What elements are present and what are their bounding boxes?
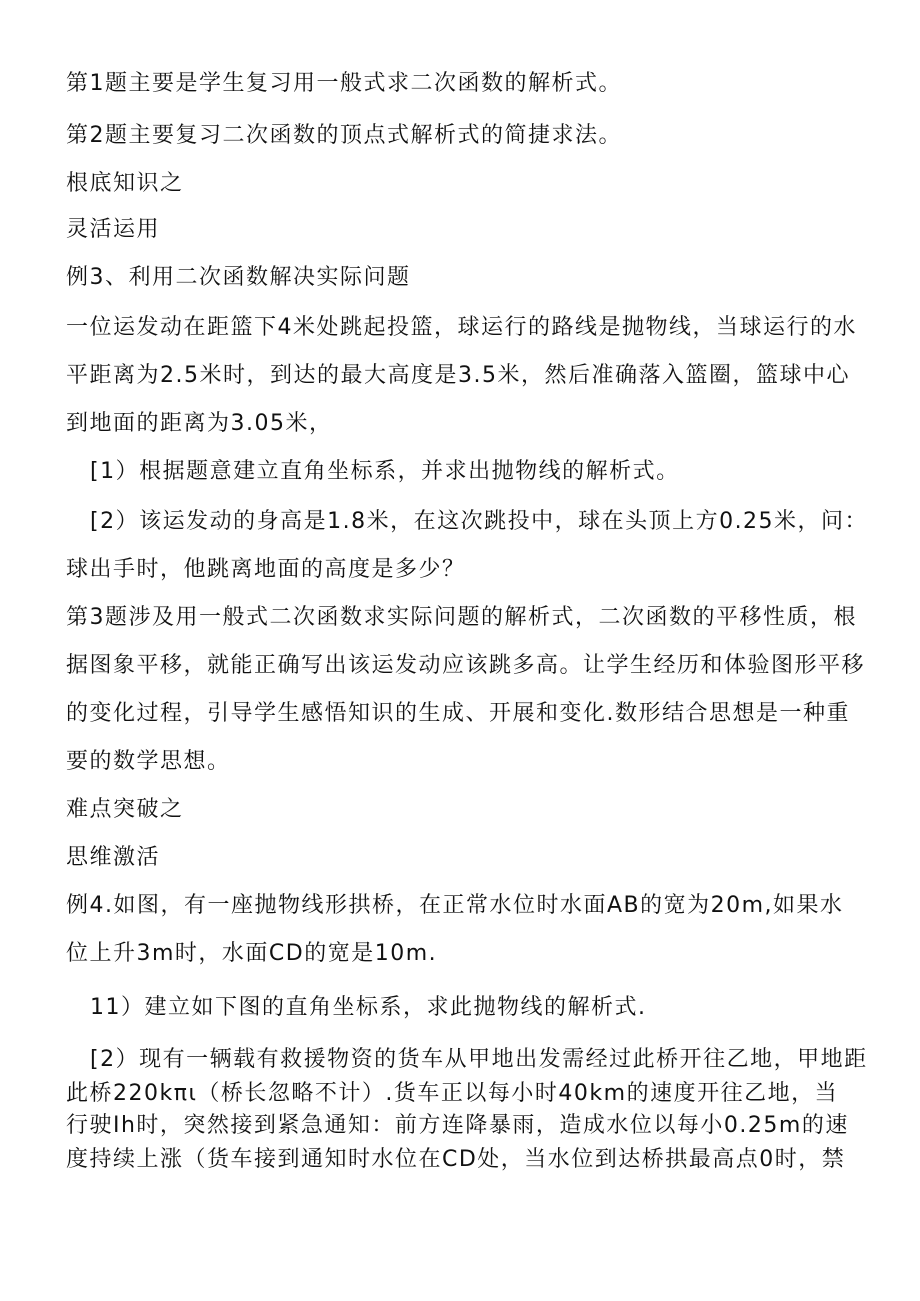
text-line: 第3题涉及用一般式二次函数求实际问题的解析式，二次函数的平移性质，根 <box>66 605 857 630</box>
text-line: 度持续上涨（货车接到通知时水位在CD处，当水位到达桥拱最高点0时，禁 <box>66 1147 846 1172</box>
section-heading: 难点突破之 <box>66 797 184 822</box>
text-line: 此桥220kπι（桥长忽略不计）.货车正以每小时40km的速度开往乙地，当 <box>66 1081 839 1106</box>
section-heading: 思维激活 <box>66 845 161 870</box>
text-line: 据图象平移，就能正确写出该运发动应该跳多高。让学生经历和体验图形平移 <box>66 653 866 678</box>
text-line: 到地面的距离为3.05米， <box>66 411 333 436</box>
example-title: 例3、利用二次函数解决实际问题 <box>66 265 411 290</box>
question-item: 11）建立如下图的直角坐标系，求此抛物线的解析式. <box>90 995 647 1020</box>
section-heading: 灵活运用 <box>66 217 161 242</box>
example-title: 例4.如图，有一座抛物线形拱桥，在正常水位时水面AB的宽为20m,如果水 <box>66 893 844 918</box>
text-line: 行驶Ih时，突然接到紧急通知：前方连降暴雨，造成水位以每小0.25m的速 <box>66 1113 849 1138</box>
question-item: [2）该运发动的身高是1.8米，在这次跳投中，球在头顶上方0.25米，问： <box>90 509 869 534</box>
text-line: 一位运发动在距篮下4米处跳起投篮，球运行的路线是抛物线，当球运行的水 <box>66 315 857 340</box>
text-line: 的变化过程，引导学生感悟知识的生成、开展和变化.数形结合思想是一种重 <box>66 701 850 726</box>
text-line: 位上升3m时，水面CD的宽是10m. <box>66 941 438 966</box>
text-line: 第1题主要是学生复习用一般式求二次函数的解析式。 <box>66 71 622 96</box>
question-item: [2）现有一辆载有救援物资的货车从甲地出发需经过此桥开往乙地，甲地距 <box>90 1047 868 1072</box>
question-item: [1）根据题意建立直角坐标系，并求出抛物线的解析式。 <box>90 459 680 484</box>
text-line: 平距离为2.5米时，到达的最大高度是3.5米，然后准确落入篮圈，篮球中心 <box>66 363 850 388</box>
text-line: 球出手时，他跳离地面的高度是多少？ <box>66 557 466 582</box>
text-line: 第2题主要复习二次函数的顶点式解析式的简捷求法。 <box>66 123 622 148</box>
section-heading: 根底知识之 <box>66 171 184 196</box>
text-line: 要的数学思想。 <box>66 749 231 774</box>
